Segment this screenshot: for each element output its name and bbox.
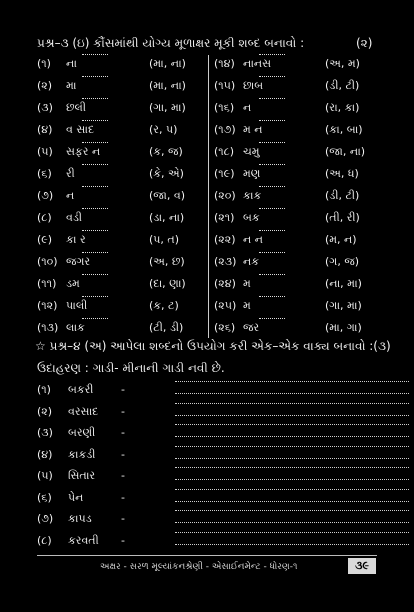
blank-word: કા ર [66, 233, 86, 246]
question-3-marks: (૨) [356, 36, 373, 50]
blank-dots [82, 76, 108, 77]
item-number: (૨૦) [214, 189, 236, 202]
q3-item [37, 79, 207, 99]
blank-word: લાક [66, 321, 85, 334]
blank-dots [259, 252, 285, 253]
example-sentence: ઉદાહરણ : ગાડી- મીનાની ગાડી નવી છે. [37, 361, 225, 375]
letter-options: (ગા, મા) [325, 299, 362, 312]
blank-dots [82, 274, 108, 275]
item-number: (૧૨) [37, 299, 58, 312]
letter-options: (અ, ધ) [325, 167, 359, 180]
letter-options: (ડી, ટી) [325, 79, 360, 92]
letter-options: (અ, છ) [149, 255, 185, 268]
item-number: (૨૨) [214, 233, 236, 246]
q3-item [37, 277, 207, 297]
page-number: ૩૯ [348, 558, 376, 574]
letter-options: (તી, રી) [325, 211, 360, 224]
letter-options: (ટી, ડી) [149, 321, 184, 334]
item-number: (૭) [37, 512, 54, 525]
writing-line[interactable] [175, 479, 409, 480]
letter-options: (મા, ના) [149, 57, 186, 70]
blank-word: ન ન [243, 233, 263, 246]
item-number: (૧૭) [214, 123, 236, 136]
blank-dots [82, 208, 108, 209]
item-number: (૭) [37, 189, 54, 202]
item-number: (૮) [37, 211, 52, 224]
blank-word: ના [66, 57, 77, 70]
blank-dots [82, 54, 108, 55]
letter-options: (કે, એ) [149, 167, 184, 180]
dash: - [121, 469, 125, 482]
writing-line[interactable] [175, 544, 409, 545]
given-word: સિતાર [68, 469, 96, 482]
blank-word: રી [66, 167, 75, 180]
given-word: પેન [68, 490, 84, 504]
letter-options: (ક, જ) [149, 145, 183, 158]
blank-word: ડમ [66, 277, 80, 290]
blank-dots [259, 98, 285, 99]
blank-word: છલી [66, 101, 86, 114]
letter-options: (ક, ટ) [149, 299, 179, 312]
item-number: (૧૮) [214, 145, 235, 158]
blank-word: કાક [243, 189, 262, 202]
blank-word: પાલી [66, 299, 88, 312]
q3-item [214, 211, 384, 231]
blank-word: મણ [243, 167, 261, 180]
dash: - [121, 383, 125, 396]
writing-line[interactable] [175, 501, 409, 502]
sentence-item [37, 491, 414, 511]
item-number: (૧૩) [37, 321, 59, 334]
blank-dots [82, 230, 108, 231]
blank-word: ન [66, 189, 75, 202]
blank-dots [259, 318, 285, 319]
blank-dots [259, 230, 285, 231]
item-number: (૬) [37, 167, 52, 180]
q3-item [214, 233, 384, 253]
q3-item [214, 101, 384, 121]
writing-line[interactable] [175, 467, 409, 468]
blank-dots [82, 142, 108, 143]
blank-word: વ સાદ [66, 123, 95, 136]
writing-line[interactable] [175, 532, 409, 533]
blank-dots [82, 318, 108, 319]
writing-line[interactable] [175, 489, 409, 490]
blank-word: વડી [66, 211, 83, 224]
q3-item [37, 57, 207, 77]
item-number: (૨૬) [214, 321, 236, 334]
sentence-item [37, 469, 414, 489]
question-4-title: ☆ પ્રશ્ર–૪ (અ) આપેલા શબ્દનો ઉપયોગ કરી એક–એક વાક્ય બનાવો :(૩) [35, 339, 391, 353]
footer-divider [37, 555, 377, 556]
q3-item [214, 167, 384, 187]
q3-item [37, 167, 207, 187]
sentence-item [37, 534, 414, 554]
blank-word: બક [243, 211, 260, 224]
letter-options: (દા, ણા) [149, 277, 186, 290]
blank-dots [259, 164, 285, 165]
footer-text: અક્ષર - સરળ મૂલ્યાંકનશ્રેણી - એસાઈનમેન્ટ - ધોરણ-૧ [100, 562, 298, 572]
q3-item [37, 101, 207, 121]
q3-item [214, 57, 384, 77]
q3-item [214, 123, 384, 143]
q3-item [37, 123, 207, 143]
item-number: (૫) [37, 145, 53, 158]
dash: - [121, 512, 125, 525]
item-number: (૩) [37, 426, 53, 439]
column-divider [208, 55, 209, 338]
q3-item [214, 299, 384, 319]
blank-dots [82, 120, 108, 121]
letter-options: (મા, ગા) [325, 321, 362, 334]
blank-dots [259, 120, 285, 121]
letter-options: (અ, મ) [325, 57, 360, 70]
blank-dots [82, 186, 108, 187]
given-word: વરસાદ [68, 404, 99, 418]
q3-item [214, 189, 384, 209]
q3-item [214, 255, 384, 275]
writing-line[interactable] [175, 446, 409, 447]
item-number: (૨૩) [214, 255, 237, 268]
sentence-item [37, 426, 414, 446]
item-number: (૧૧) [37, 277, 57, 290]
blank-dots [259, 208, 285, 209]
letter-options: (રા, કા) [325, 101, 360, 114]
q3-item [37, 233, 207, 253]
q3-item [214, 321, 384, 341]
letter-options: (પ, ત) [149, 233, 180, 246]
letter-options: (કા, બા) [325, 123, 363, 136]
blank-word: જગર [66, 255, 91, 268]
letter-options: (જા, ના) [325, 145, 366, 158]
item-number: (૧૪) [214, 57, 235, 70]
blank-dots [259, 274, 285, 275]
blank-word: મ ન [243, 123, 263, 136]
blank-word: સફર ન [66, 145, 101, 158]
item-number: (૨) [37, 404, 53, 418]
dash: - [121, 404, 125, 418]
q3-item [214, 79, 384, 99]
blank-dots [259, 296, 285, 297]
letter-options: (જા, વ) [149, 189, 186, 202]
item-number: (૪) [37, 447, 53, 461]
blank-dots [82, 164, 108, 165]
given-word: કાકડી [68, 447, 96, 461]
blank-word: મ [243, 299, 251, 312]
item-number: (૮) [37, 533, 52, 547]
blank-dots [82, 98, 108, 99]
item-number: (૬) [37, 490, 52, 504]
item-number: (૯) [37, 233, 53, 246]
blank-dots [259, 76, 285, 77]
letter-options: (ગ, જ) [325, 255, 360, 268]
writing-line[interactable] [175, 393, 409, 394]
blank-word: નાનસ [243, 57, 271, 70]
writing-line[interactable] [175, 510, 409, 511]
q3-item [37, 255, 207, 275]
q3-item [37, 189, 207, 209]
given-word: કાપડ [68, 512, 92, 525]
blank-dots [259, 54, 285, 55]
q3-item [37, 321, 207, 341]
blank-word: મા [66, 79, 77, 92]
blank-word: છાબ [243, 79, 264, 92]
item-number: (૧૦) [37, 255, 58, 268]
writing-line[interactable] [175, 403, 409, 404]
sentence-item [37, 405, 414, 425]
blank-word: જર [243, 321, 260, 334]
blank-word: નક [243, 255, 259, 268]
item-number: (૨) [37, 79, 53, 92]
item-number: (૧૫) [214, 79, 236, 92]
dash: - [121, 426, 125, 439]
blank-dots [82, 296, 108, 297]
writing-line[interactable] [175, 522, 409, 523]
question-3-title: પ્રશ્ર–૩ (ઇ) કૌંસમાંથી યોગ્ય મૂળાક્ષર મૂકી શબ્દ બનાવો : [37, 36, 305, 50]
letter-options: (ગા, મા) [149, 101, 186, 114]
given-word: કરવતી [68, 533, 99, 547]
item-number: (૧) [37, 383, 51, 396]
letter-options: (ર, પ) [149, 123, 178, 136]
q3-item [37, 299, 207, 319]
item-number: (૨૫) [214, 299, 237, 312]
item-number: (૨૪) [214, 277, 236, 290]
q3-item [214, 277, 384, 297]
letter-options: (ડી, ટી) [325, 189, 360, 202]
given-word: બરણી [68, 426, 96, 439]
sentence-item [37, 448, 414, 468]
blank-word: ચમુ [243, 145, 260, 158]
dash: - [121, 490, 125, 504]
item-number: (૪) [37, 123, 53, 136]
writing-line[interactable] [175, 458, 409, 459]
dash: - [121, 533, 125, 547]
writing-line[interactable] [175, 424, 409, 425]
blank-dots [259, 186, 285, 187]
item-number: (૩) [37, 101, 53, 114]
writing-line[interactable] [175, 436, 409, 437]
blank-word: ન [243, 101, 252, 114]
writing-line[interactable] [175, 381, 409, 382]
dash: - [121, 447, 125, 461]
letter-options: (ના, મા) [325, 277, 362, 290]
q3-item [37, 145, 207, 165]
letter-options: (મ, ન) [325, 233, 357, 246]
letter-options: (મા, ના) [149, 79, 186, 92]
item-number: (૫) [37, 469, 53, 482]
item-number: (૧૯) [214, 167, 235, 180]
writing-line[interactable] [175, 415, 409, 416]
sentence-item [37, 383, 414, 403]
letter-options: (ડા, ના) [149, 211, 185, 224]
blank-word: મ [243, 277, 251, 290]
blank-dots [82, 252, 108, 253]
sentence-item [37, 512, 414, 532]
given-word: બકરી [68, 383, 94, 396]
item-number: (૨૧) [214, 211, 235, 224]
item-number: (૧૬) [214, 101, 235, 114]
item-number: (૧) [37, 57, 51, 70]
blank-dots [259, 142, 285, 143]
q3-item [37, 211, 207, 231]
q3-item [214, 145, 384, 165]
